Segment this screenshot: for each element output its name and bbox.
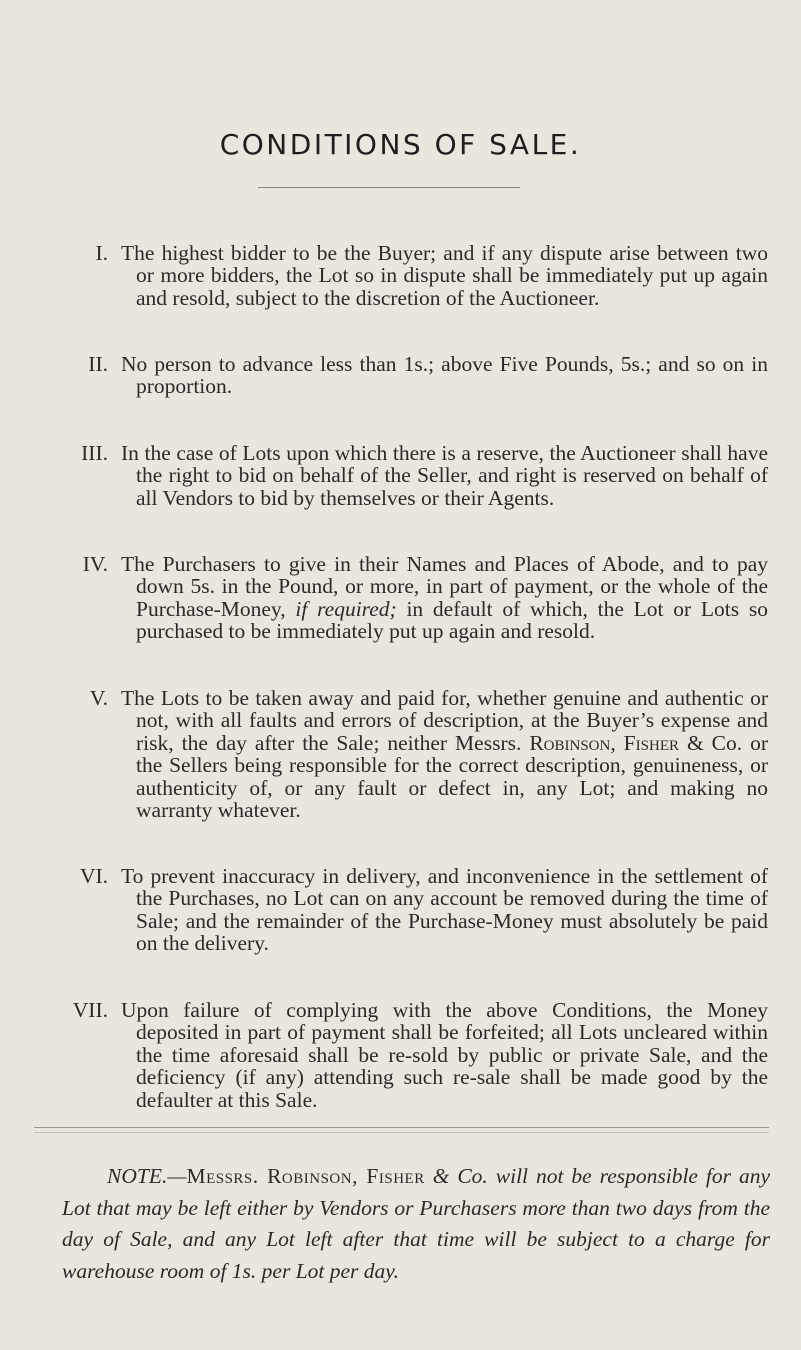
condition-5 [48, 687, 768, 821]
section-divider-thin [34, 1132, 769, 1133]
condition-number: VII. [72, 998, 108, 1022]
condition-text [121, 552, 768, 644]
condition-text: The highest bidder to be the Buyer; and if any dispute arise between two or more bidders, the Lot so in dispute shall be immediately put up again and resold, subject to the discretion of the Auctioneer. [121, 241, 768, 310]
condition-7 [48, 999, 768, 1111]
note-firm-name: Messrs. Robinson, Fisher [186, 1164, 425, 1188]
section-divider [34, 1127, 769, 1128]
condition-text: No person to advance less than 1s.; above Five Pounds, 5s.; and so on in proportion. [121, 352, 768, 399]
condition-number: III. [81, 441, 108, 465]
condition-text-part: The Lots to be taken away and paid for, whether genuine and authentic or not, with all faults and errors of description, at the Buyer’s expense and risk, the day after the Sale; neither Messrs. [121, 686, 768, 755]
condition-6 [48, 865, 768, 955]
note-label: NOTE.— [107, 1164, 187, 1188]
condition-number: VI. [79, 864, 108, 888]
condition-3 [48, 442, 768, 509]
condition-number: V. [89, 686, 108, 710]
title-underline [258, 187, 520, 188]
condition-number: I. [95, 241, 108, 265]
condition-text: To prevent inaccuracy in delivery, and inconvenience in the settlement of the Purchases, no Lot can on any account be removed during the time of Sale; and the remainder of the Purchase-Money must absolutely be paid on the delivery. [121, 864, 768, 956]
condition-text-part: in default of which, the Lot or Lots so purchased to be immediately put up again and resold. [136, 596, 768, 644]
condition-text-part: & Co. or the Sellers being responsible for the correct description, genuineness, or authenticity of, or any fault or defect in, any Lot; and making no warranty whatever. [136, 730, 768, 823]
condition-text-italic: if required; [295, 596, 397, 621]
page-title: CONDITIONS OF SALE. [219, 128, 582, 161]
condition-4 [48, 553, 768, 643]
note-text: & Co. will not be responsible for any Lot that may be left either by Vendors or Purchasers more than two days from the day of Sale, and any Lot left after that time will be subject to a charge for warehouse room of 1s. per Lot per day. [62, 1164, 770, 1283]
condition-2 [48, 353, 768, 398]
condition-number: II. [88, 352, 108, 376]
condition-text: Upon failure of complying with the above Conditions, the Money deposited in part of payment shall be forfeited; all Lots uncleared within the time aforesaid shall be re-sold by public or private Sale, and the deficiency (if any) attending such re-sale shall be made good by the defaulter at this Sale. [121, 998, 768, 1112]
note-paragraph [62, 1161, 770, 1287]
firm-name: Robinson, Fisher [529, 730, 679, 755]
condition-text-part: The Purchasers to give in their Names and Places of Abode, and to pay down 5s. in the Pound, or more, in part of payment, or the whole of the Purchase-Money, [121, 552, 768, 621]
condition-text: In the case of Lots upon which there is a reserve, the Auctioneer shall have the right to bid on behalf of the Seller, and right is reserved on behalf of all Vendors to bid by themselves or their Agents. [121, 441, 768, 510]
condition-number: IV. [82, 552, 108, 576]
condition-text [121, 686, 768, 823]
note-body [62, 1161, 770, 1287]
condition-1 [48, 242, 768, 309]
